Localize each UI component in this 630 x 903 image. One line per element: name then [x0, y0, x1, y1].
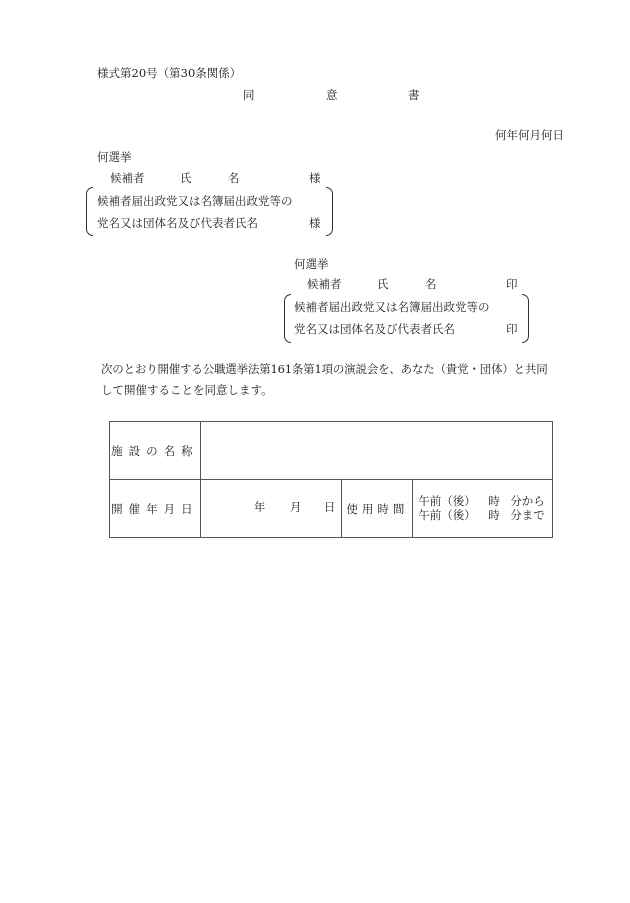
- usage-time-label-text: 使用時間: [346, 501, 409, 516]
- date-value[interactable]: [200, 480, 342, 538]
- document-date: 何年何月何日: [495, 128, 564, 142]
- time-from-ampm: 午前（後）: [418, 493, 476, 508]
- addressee-name-label-2: 名: [228, 171, 240, 185]
- time-to-hour: 時: [488, 507, 500, 522]
- month-label: 月: [289, 499, 302, 514]
- body-text-line2: して開催することを同意します。: [101, 383, 273, 397]
- sender-party-line2: 党名又は団体名及び代表者氏名: [294, 322, 455, 336]
- sender-candidate-label: 候補者: [307, 277, 342, 291]
- table-row-facility: [110, 422, 553, 480]
- time-from-min: 分から: [510, 493, 545, 508]
- time-to-ampm: 午前（後）: [418, 507, 476, 522]
- sender-name-label-1: 氏: [377, 277, 389, 291]
- left-bracket: [86, 187, 93, 236]
- addressee-name-label-1: 氏: [180, 171, 192, 185]
- sender-name-label-2: 名: [425, 277, 437, 291]
- sender-party-line1: 候補者届出政党又は名簿届出政党等の: [294, 300, 490, 314]
- day-label: 日: [323, 499, 336, 514]
- addressee-party-line2: 党名又は団体名及び代表者氏名: [97, 216, 258, 230]
- addressee-honorific: 様: [309, 171, 321, 185]
- event-details-table: [109, 421, 553, 538]
- sender-election: 何選挙: [294, 257, 329, 271]
- left-bracket: [284, 294, 291, 343]
- addressee-party-line1: 候補者届出政党又は名簿届出政党等の: [97, 194, 293, 208]
- facility-value[interactable]: [200, 422, 552, 480]
- addressee-candidate-label: 候補者: [110, 171, 145, 185]
- sender-seal: 印: [506, 277, 518, 291]
- body-text-line1: 次のとおり開催する公職選挙法第161条第1項の演説会を、あなた（貴党・団体）と共同: [101, 362, 548, 376]
- usage-time-value[interactable]: [413, 480, 553, 538]
- form-number: 様式第20号（第30条関係）: [97, 66, 242, 80]
- sender-party-seal: 印: [506, 322, 518, 336]
- date-label: 開催年月日: [110, 480, 201, 538]
- table-row-date: [110, 480, 553, 538]
- addressee-election: 何選挙: [97, 150, 132, 164]
- title-char-2: 意: [326, 88, 338, 102]
- time-from-hour: 時: [488, 493, 500, 508]
- facility-label: 施設の名称: [110, 422, 201, 480]
- right-bracket: [326, 187, 333, 236]
- time-to-min: 分まで: [510, 507, 545, 522]
- title-char-1: 同: [243, 88, 255, 102]
- usage-time-label: [342, 480, 413, 538]
- year-label: 年: [253, 499, 266, 514]
- addressee-party-honorific: 様: [309, 216, 321, 230]
- right-bracket: [522, 294, 529, 343]
- title-char-3: 書: [408, 88, 420, 102]
